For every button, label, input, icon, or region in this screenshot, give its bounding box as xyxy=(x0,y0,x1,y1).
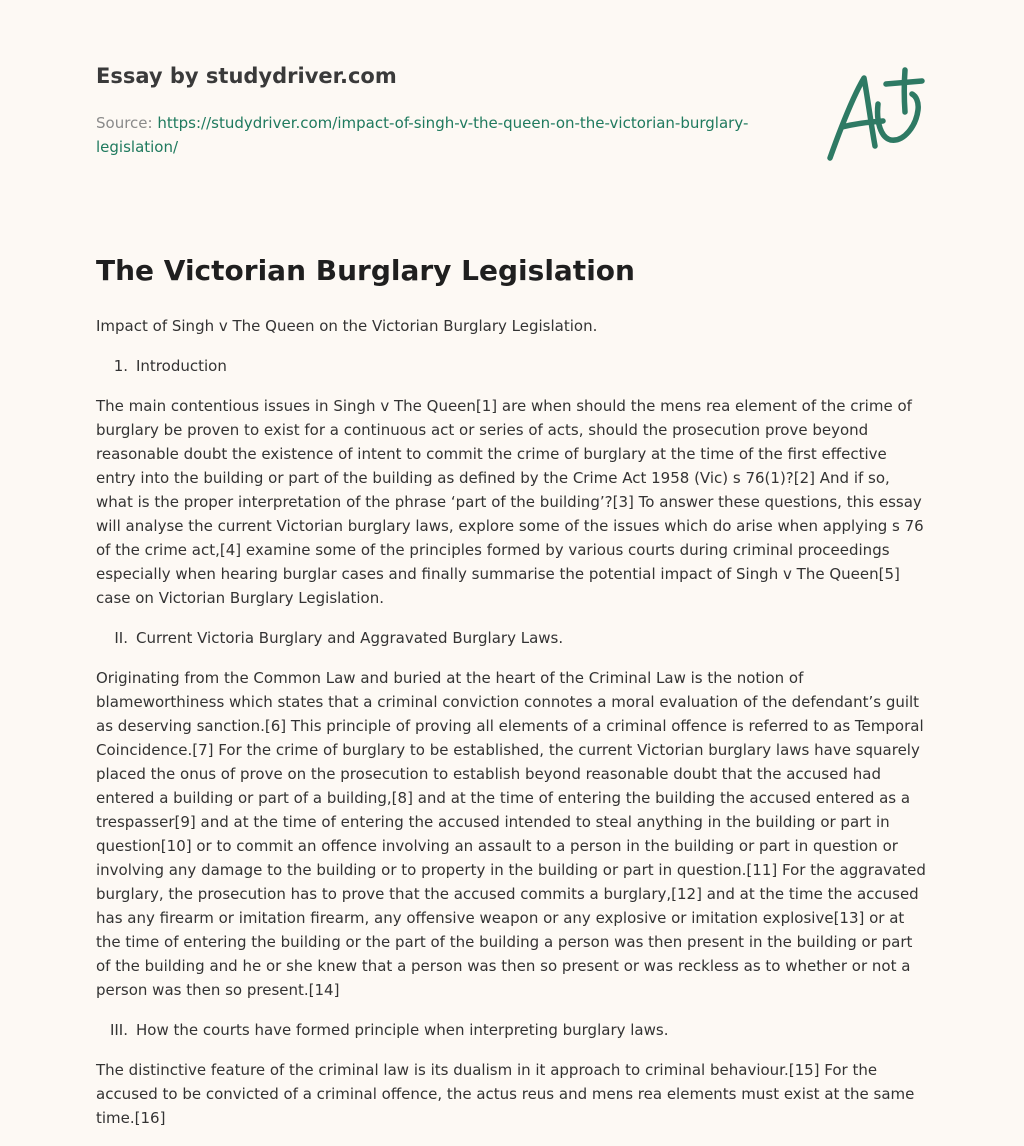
source-link[interactable]: https://studydriver.com/impact-of-singh-v-the-queen-on-the-victorian-burglary-legislation/ xyxy=(96,114,749,156)
section-heading-text: How the courts have formed principle when interpreting burglary laws. xyxy=(136,1021,669,1039)
section-heading-introduction xyxy=(96,354,926,378)
section-number: II. xyxy=(114,629,128,647)
source-label: Source: xyxy=(96,114,153,132)
document-title: The Victorian Burglary Legislation xyxy=(96,254,635,287)
section-heading-current-laws xyxy=(96,626,926,650)
section-paragraph: The main contentious issues in Singh v The Queen[1] are when should the mens rea element of the crime of burglary be proven to exist for a continuous act or series of acts, should the prosecution prove beyond reasonable doubt the existence of intent to commit the crime of burglary at the time of the first effective entry into the building or part of the building as defined by the Crime Act 1958 (Vic) s 76(1)?[2] And if so, what is the proper interpretation of the phrase ‘part of the building’?[3] To answer these questions, this essay will analyse the current Victorian burglary laws, explore some of the issues which do arise when applying s 76 of the crime act,[4] examine some of the principles formed by various courts during criminal proceedings especially when hearing burglar cases and finally summarise the potential impact of Singh v The Queen[5] case on Victorian Burglary Legislation. xyxy=(96,397,924,607)
section-number: III. xyxy=(109,1021,128,1039)
essay-body xyxy=(96,314,926,1146)
site-title: Essay by studydriver.com xyxy=(96,64,397,88)
section-heading-court-principles xyxy=(96,1018,926,1042)
section-heading-text: Introduction xyxy=(136,357,227,375)
source-line xyxy=(96,111,776,159)
section-heading-text: Current Victoria Burglary and Aggravated Burglary Laws. xyxy=(136,629,564,647)
section-number: 1. xyxy=(113,357,128,375)
a-plus-logo-icon xyxy=(818,64,930,168)
section-paragraph: The distinctive feature of the criminal law is its dualism in it approach to criminal behaviour.[15] For the accused to be convicted of a criminal offence, the actus reus and mens rea elements must exist at the same time.[16] xyxy=(96,1061,915,1127)
section-paragraph: Originating from the Common Law and buried at the heart of the Criminal Law is the notion of blameworthiness which states that a criminal conviction connotes a moral evaluation of the defendant’s guilt as deserving sanction.[6] This principle of proving all elements of a criminal offence is referred to as Temporal Coincidence.[7] For the crime of burglary to be established, the current Victorian burglary laws have squarely placed the onus of prove on the prosecution to establish beyond reasonable doubt that the accused had entered a building or part of a building,[8] and at the time of entering the building the accused entered as a trespasser[9] and at the time of entering the accused intended to steal anything in the building or part in question[10] or to commit an offence involving an assault to a person in the building or part in question or involving any damage to the building or to property in the building or part in question.[11] For the aggravated burglary, the prosecution has to prove that the accused commits a burglary,[12] and at the time the accused has any firearm or imitation firearm, any offensive weapon or any explosive or imitation explosive[13] or at the time of entering the building or the part of the building a person was then present in the building or part of the building and he or she knew that a person was then so present or was reckless as to whether or not a person was then so present.[14] xyxy=(96,669,926,999)
essay-subtitle: Impact of Singh v The Queen on the Victorian Burglary Legislation. xyxy=(96,317,598,335)
